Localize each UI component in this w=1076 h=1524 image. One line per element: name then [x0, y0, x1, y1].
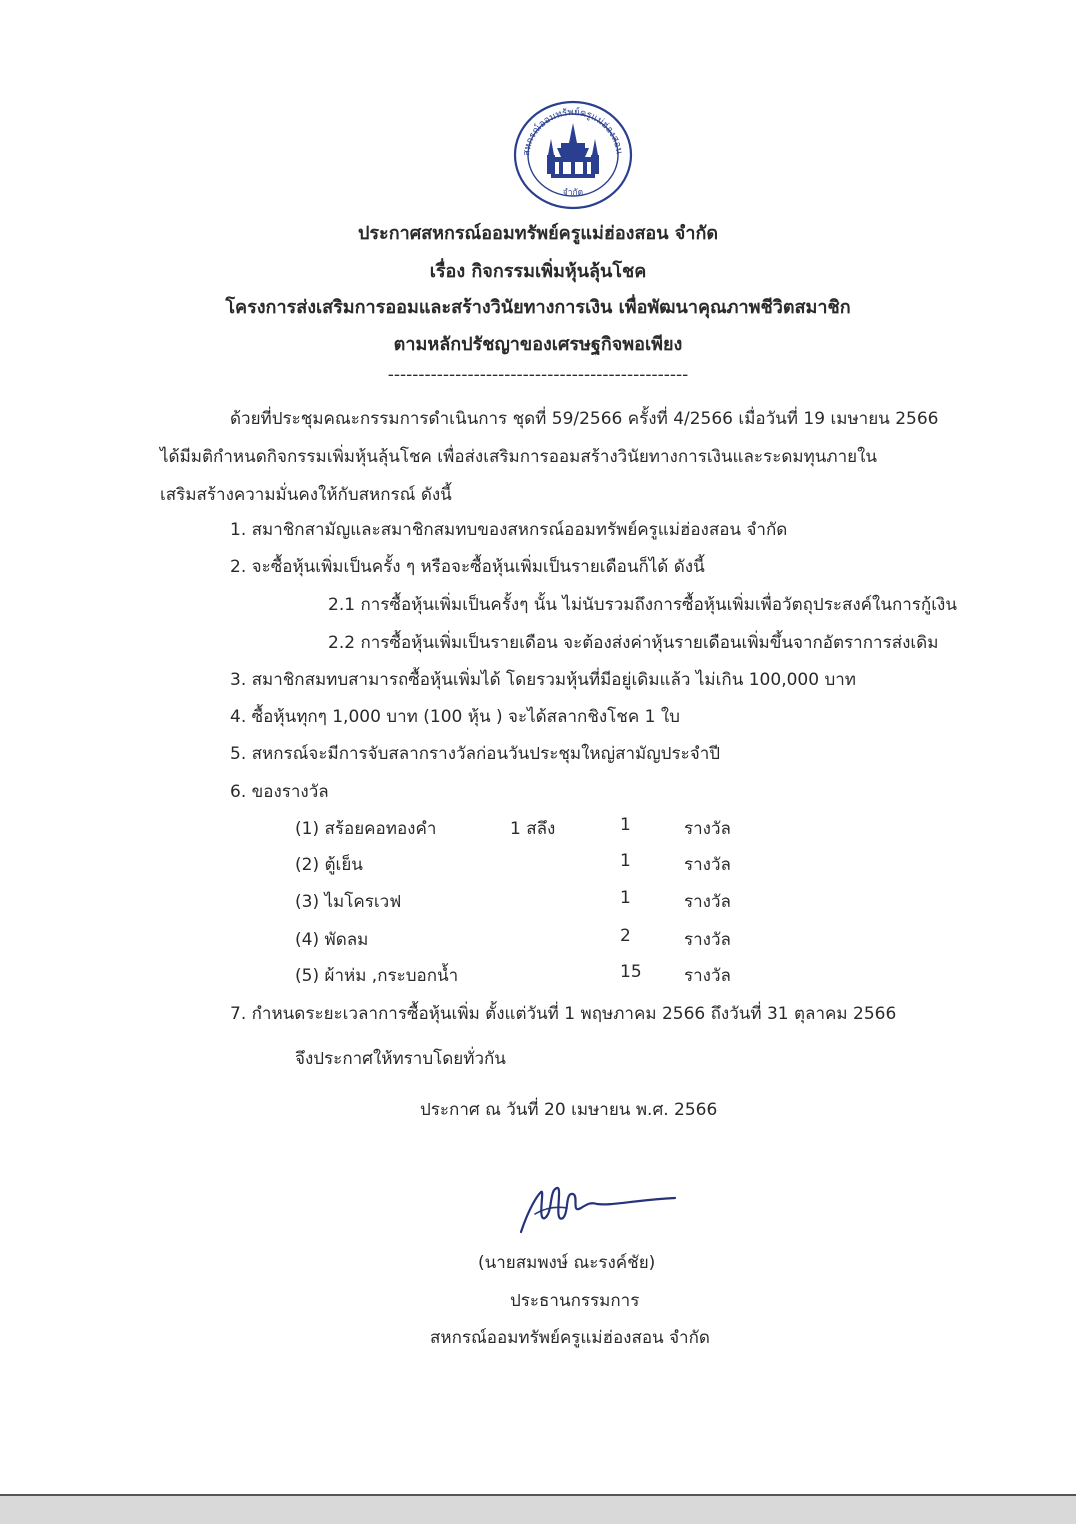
item-7: 7. กำหนดระยะเวลาการซื้อหุ้นเพิ่ม ตั้งแต่วันที่ 1 พฤษภาคม 2566 ถึงวันที่ 31 ตุลาคม 2566 — [230, 1004, 897, 1024]
prize-weight: 1 สลึง — [510, 819, 556, 839]
prize-name: (2) ตู้เย็น — [295, 855, 363, 875]
prize-name: (5) ผ้าห่ม ,กระบอกน้ำ — [295, 966, 459, 986]
announce-date: ประกาศ ณ วันที่ 20 เมษายน พ.ศ. 2566 — [420, 1100, 718, 1120]
project-line: โครงการส่งเสริมการออมและสร้างวินัยทางการเงิน เพื่อพัฒนาคุณภาพชีวิตสมาชิก — [225, 297, 851, 318]
prize-qty: 15 — [620, 962, 642, 982]
intro-line-1: ด้วยที่ประชุมคณะกรรมการดำเนินการ ชุดที่ 59/2566 ครั้งที่ 4/2566 เมื่อวันที่ 19 เมษายน 2566 — [230, 409, 939, 429]
intro-line-3: เสริมสร้างความมั่นคงให้กับสหกรณ์ ดังนี้ — [160, 485, 452, 505]
prize-qty: 1 — [620, 888, 631, 908]
intro-line-2: ได้มีมติกำหนดกิจกรรมเพิ่มหุ้นลุ้นโชค เพื่อส่งเสริมการออมสร้างวินัยทางการเงินและระดมทุนภายใน — [160, 447, 878, 467]
item-3: 3. สมาชิกสมทบสามารถซื้อหุ้นเพิ่มได้ โดยรวมหุ้นที่มีอยู่เดิมแล้ว ไม่เกิน 100,000 บาท — [230, 670, 856, 690]
item-4: 4. ซื้อหุ้นทุกๆ 1,000 บาท (100 หุ้น ) จะได้สลากชิงโชค 1 ใบ — [230, 707, 680, 727]
prize-unit: รางวัล — [684, 855, 731, 875]
item-2-2: 2.2 การซื้อหุ้นเพิ่มเป็นรายเดือน จะต้องส่งค่าหุ้นรายเดือนเพิ่มขึ้นจากอัตราการส่งเดิม — [328, 633, 939, 653]
prize-qty: 1 — [620, 851, 631, 871]
prize-name: (1) สร้อยคอทองคำ — [295, 819, 437, 839]
philosophy-line: ตามหลักปรัชญาของเศรษฐกิจพอเพียง — [393, 334, 683, 355]
prize-unit: รางวัล — [684, 930, 731, 950]
item-5: 5. สหกรณ์จะมีการจับสลากรางวัลก่อนวันประชุมใหญ่สามัญประจำปี — [230, 744, 721, 764]
prize-name: (3) ไมโครเวฟ — [295, 892, 402, 912]
signer-title: ประธานกรรมการ — [510, 1291, 640, 1311]
announce-line: จึงประกาศให้ทราบโดยทั่วกัน — [295, 1049, 506, 1069]
seal-ring-text: สหกรณ์ออมทรัพย์ครูแม่ฮ่องสอน — [521, 106, 625, 157]
signer-organization: สหกรณ์ออมทรัพย์ครูแม่ฮ่องสอน จำกัด — [430, 1328, 710, 1348]
prize-unit: รางวัล — [684, 819, 731, 839]
prize-qty: 1 — [620, 815, 631, 835]
cooperative-seal — [511, 99, 635, 211]
item-2: 2. จะซื้อหุ้นเพิ่มเป็นครั้ง ๆ หรือจะซื้อหุ้นเพิ่มเป็นรายเดือนก็ได้ ดังนี้ — [230, 557, 705, 577]
signer-name: (นายสมพงษ์ ณะรงค์ชัย) — [478, 1253, 656, 1273]
header-divider: ------------------------------------------------- — [387, 365, 689, 385]
item-2-1: 2.1 การซื้อหุ้นเพิ่มเป็นครั้งๆ นั้น ไม่นับรวมถึงการซื้อหุ้นเพิ่มเพื่อวัตถุประสงค์ในการกู้เงิน — [328, 595, 957, 615]
signature — [515, 1178, 680, 1238]
prize-qty: 2 — [620, 926, 631, 946]
prize-name: (4) พัดลม — [295, 930, 369, 950]
subject-line: เรื่อง กิจกรรมเพิ่มหุ้นลุ้นโชค — [429, 261, 647, 282]
prize-unit: รางวัล — [684, 966, 731, 986]
announcement-title: ประกาศสหกรณ์ออมทรัพย์ครูแม่ฮ่องสอน จำกัด — [357, 223, 719, 244]
seal-bottom-text: จำกัด — [562, 188, 584, 198]
scan-bottom-edge — [0, 1494, 1076, 1524]
item-6: 6. ของรางวัล — [230, 782, 329, 802]
item-1: 1. สมาชิกสามัญและสมาชิกสมทบของสหกรณ์ออมทรัพย์ครูแม่ฮ่องสอน จำกัด — [230, 520, 788, 540]
prize-unit: รางวัล — [684, 892, 731, 912]
